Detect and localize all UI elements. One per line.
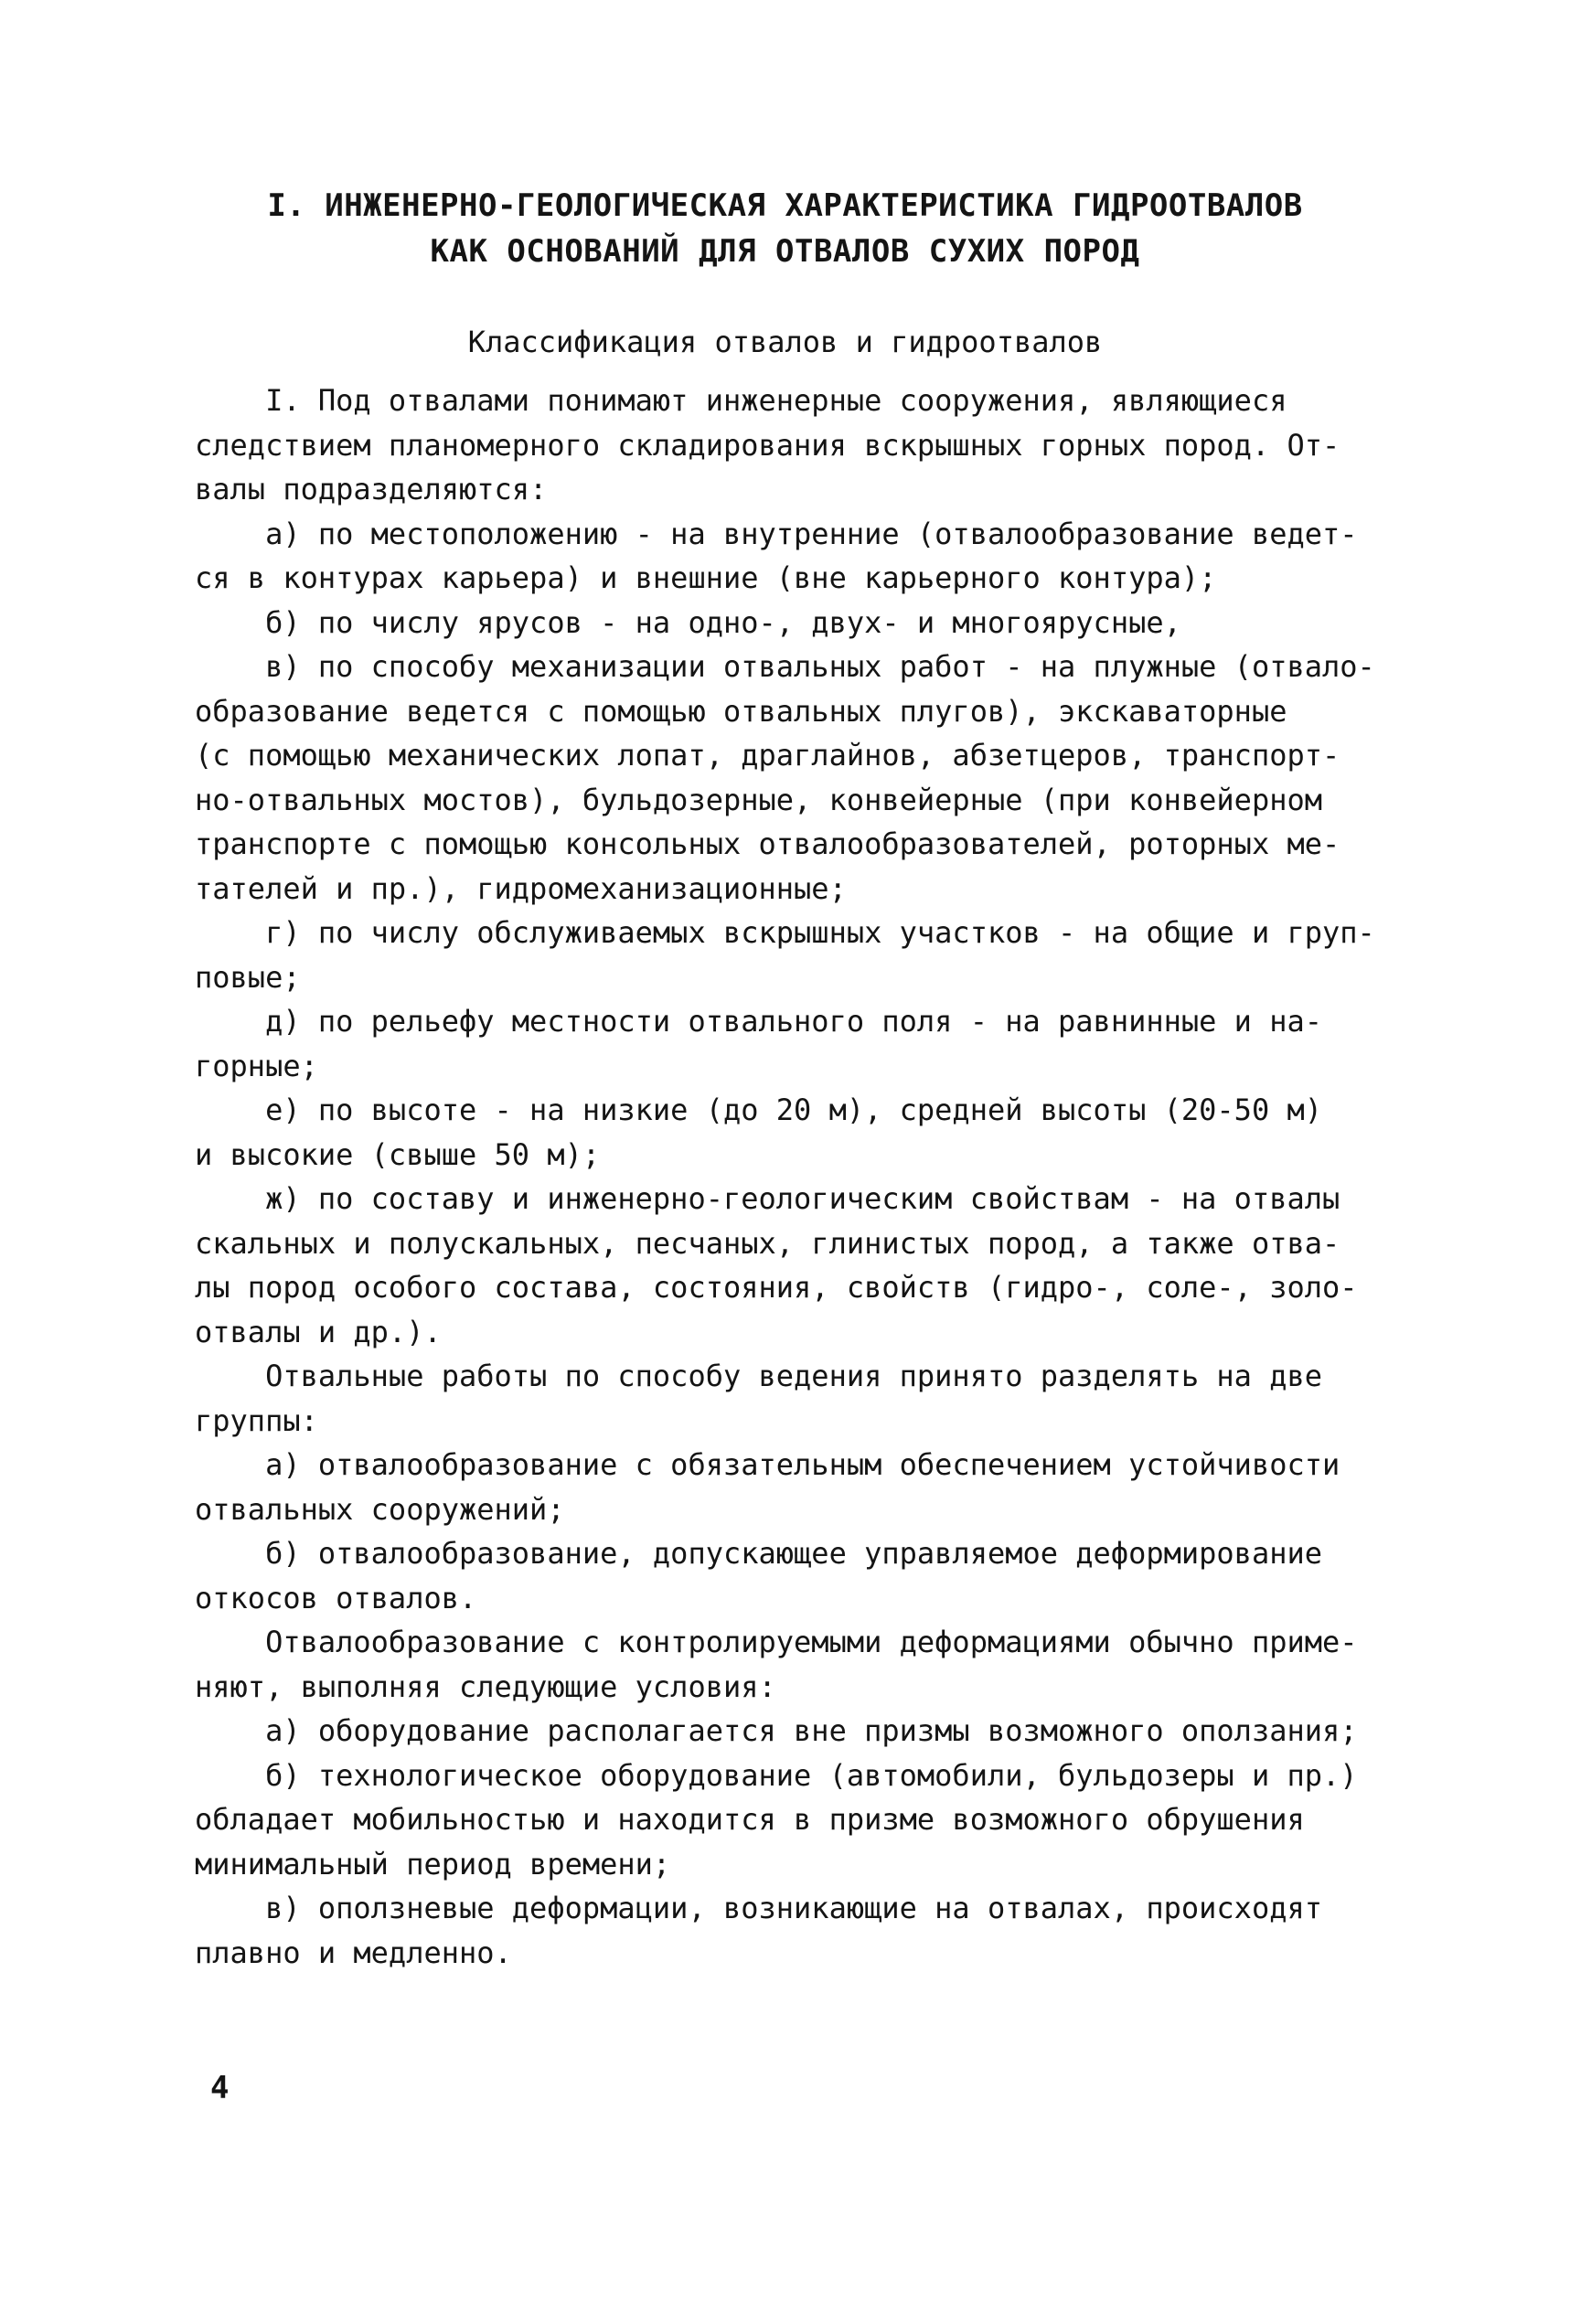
- body-line: (с помощью механических лопат, драглайнов, абзетцеров, транспорт-: [195, 738, 1340, 773]
- body-line: отвальных сооружений;: [195, 1491, 565, 1527]
- subsection-title: Классификация отвалов и гидроотвалов: [467, 325, 1103, 359]
- body-line: б) отвалообразование, допускающее управляемое деформирование: [195, 1536, 1322, 1571]
- body-line: минимальный период времени;: [195, 1846, 671, 1882]
- body-line: плавно и медленно.: [195, 1935, 512, 1970]
- body-line: д) по рельефу местности отвального поля - на равнинные и на-: [195, 1004, 1322, 1039]
- body-line: Отвалообразование с контролируемыми деформациями обычно приме-: [195, 1625, 1358, 1659]
- body-line: отвалы и др.).: [195, 1314, 442, 1349]
- body-line: няют, выполняя следующие условия:: [195, 1668, 776, 1704]
- body-line: а) оборудование располагается вне призмы возможного оползания;: [195, 1713, 1358, 1748]
- section-title-line-1: I. ИНЖЕНЕРНО-ГЕОЛОГИЧЕСКАЯ ХАРАКТЕРИСТИКА ГИДРООТВАЛОВ: [267, 187, 1303, 224]
- body-line: транспорте с помощью консольных отвалообразователей, роторных ме-: [195, 826, 1340, 861]
- body-text: [195, 378, 1402, 1975]
- body-line: образование ведется с помощью отвальных плугов), экскаваторные: [195, 693, 1287, 729]
- body-line: лы пород особого состава, состояния, свойств (гидро-, соле-, золо-: [195, 1270, 1358, 1305]
- body-line: а) по местоположению - на внутренние (отвалообразование ведет-: [195, 516, 1358, 551]
- section-title: [0, 183, 1570, 274]
- body-line: следствием планомерного складирования вскрышных горных пород. От-: [195, 427, 1340, 463]
- body-line: откосов отвалов.: [195, 1580, 477, 1615]
- page-number: 4: [210, 2070, 230, 2106]
- body-line: тателей и пр.), гидромеханизационные;: [195, 870, 847, 906]
- body-line: е) по высоте - на низкие (до 20 м), средней высоты (20-50 м): [195, 1093, 1322, 1127]
- body-line: г) по числу обслуживаемых вскрышных участков - на общие и груп-: [195, 915, 1375, 950]
- body-line: но-отвальных мостов), бульдозерные, конвейерные (при конвейерном: [195, 782, 1322, 817]
- body-line: повые;: [195, 959, 301, 995]
- body-line: валы подразделяются:: [195, 472, 548, 506]
- body-line: в) по способу механизации отвальных работ - на плужные (отвало-: [195, 649, 1375, 684]
- body-line: Отвальные работы по способу ведения принято разделять на две: [195, 1359, 1322, 1393]
- body-line: ся в контурах карьера) и внешние (вне карьерного контура);: [195, 560, 1217, 595]
- body-line: в) оползневые деформации, возникающие на отвалах, происходят: [195, 1891, 1322, 1925]
- body-line: обладает мобильностью и находится в призме возможного обрушения: [195, 1802, 1305, 1837]
- body-line: б) по числу ярусов - на одно-, двух- и многоярусные,: [195, 604, 1181, 640]
- body-line: скальных и полускальных, песчаных, глинистых пород, а также отва-: [195, 1225, 1340, 1261]
- body-line: и высокие (свыше 50 м);: [195, 1136, 601, 1172]
- body-line: горные;: [195, 1048, 318, 1083]
- body-line: а) отвалообразование с обязательным обеспечением устойчивости: [195, 1447, 1340, 1482]
- body-line: группы:: [195, 1402, 318, 1438]
- body-line: I. Под отвалами понимают инженерные сооружения, являющиеся: [195, 383, 1287, 418]
- body-line: ж) по составу и инженерно-геологическим свойствам - на отвалы: [195, 1181, 1340, 1216]
- body-line: б) технологическое оборудование (автомобили, бульдозеры и пр.): [195, 1757, 1358, 1793]
- section-title-line-2: КАК ОСНОВАНИЙ ДЛЯ ОТВАЛОВ СУХИХ ПОРОД: [430, 233, 1140, 270]
